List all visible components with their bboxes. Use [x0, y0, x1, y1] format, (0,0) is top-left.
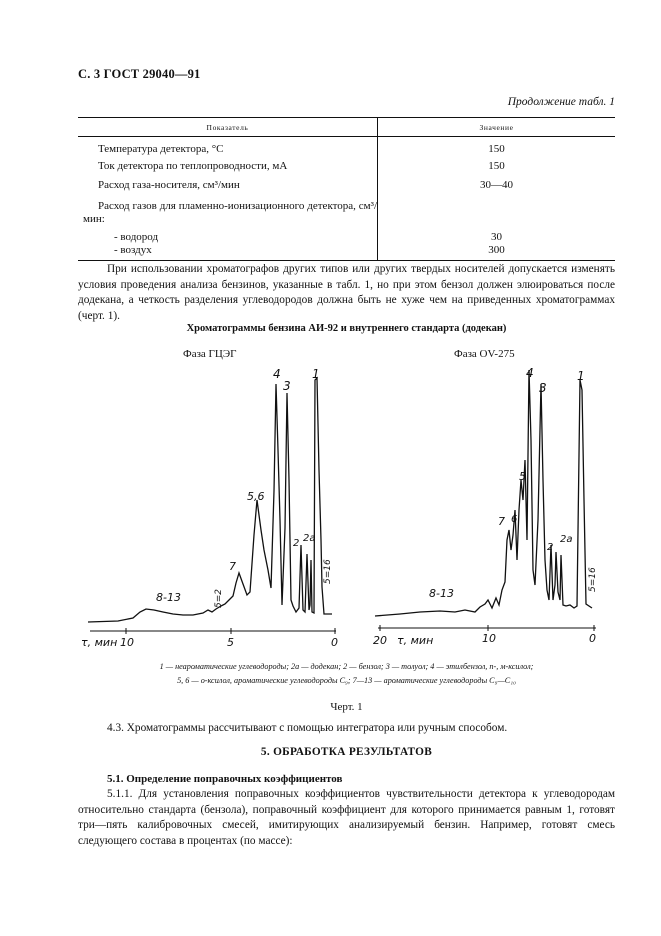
column-header-parameter: Показатель [78, 118, 378, 137]
row-label: - водород [114, 231, 159, 243]
row-label: Расход газов для пламенно-ионизационного детектора, см³/мин: [83, 200, 377, 225]
row-value: 150 [378, 137, 616, 161]
section-title: 5. ОБРАБОТКА РЕЗУЛЬТАТОВ [260, 746, 433, 758]
axis-tick-label: 0 [589, 632, 596, 645]
axis-label-time: τ, мин [81, 636, 118, 649]
peak-label-1: 1 [577, 369, 585, 383]
table-row [78, 160, 615, 179]
figure-caption: Черт. 1 [330, 701, 363, 713]
peak-label-2: 2 [293, 538, 300, 549]
subsection-title: 5.1. Определение поправочных коэффициентов [107, 773, 343, 785]
legend-line-2: 5, 6 — о-ксилол, ароматические углеводороды С₉; 7—13 — ароматические углеводороды С₉—С₁₀ [177, 676, 516, 685]
peak-label-1: 1 [312, 367, 320, 381]
paragraph-5-1-1: 5.1.1. Для установления поправочных коэффициентов чувствительности детектора к углеводородам относительно стандарта (бензола), поправочный коэффициент для которого принимается равным 1, готовят три—пять калибровочных смесей, имитирующих анализируемый бензин. Например, готовят смесь следующего состава в процентах (по массе): [78, 788, 615, 847]
peak-label-2a: 2a [560, 534, 573, 545]
peak-label-2a: 2a [303, 533, 316, 544]
row-label: Расход газа-носителя, см³/мин [98, 179, 240, 191]
column-header-value: Значение [378, 118, 616, 137]
axis-tick-label: 10 [482, 632, 496, 645]
row-label: Ток детектора по теплопроводности, мА [98, 160, 288, 172]
attenuation-label: 5=2 [214, 589, 224, 608]
left-phase-label: Фаза ГЦЭГ [183, 348, 237, 360]
peak-label-8-13: 8-13 [429, 587, 454, 600]
peak-label-8-13: 8-13 [156, 591, 181, 604]
table-row [78, 231, 615, 244]
row-label: Температура детектора, °С [98, 143, 224, 155]
chromatogram-title: Хроматограммы бензина АИ-92 и внутреннего стандарта (додекан) [186, 323, 507, 334]
right-phase-label: Фаза OV-275 [454, 348, 515, 360]
table-row [78, 137, 615, 161]
peak-label-5-6: 5,6 [247, 490, 265, 503]
peak-label-3: 3 [283, 379, 291, 393]
legend-line-1: 1 — неароматические углеводороды; 2а — додекан; 2 — бензол; 3 — толуол; 4 — этилбензол, п-, м-ксилол; [159, 662, 534, 671]
axis-label-time: τ, мин [397, 634, 434, 647]
axis-tick-label: 10 [120, 636, 134, 649]
peak-label-7: 7 [229, 560, 236, 573]
table-continuation-note: Продолжение табл. 1 [507, 96, 615, 108]
peak-label-5: 5 [519, 470, 526, 483]
table-row [78, 179, 615, 200]
axis-tick-label: 5 [227, 636, 234, 649]
attenuation-label: 5=16 [588, 567, 598, 592]
table-row [78, 244, 615, 261]
right-trace [375, 370, 592, 616]
left-trace [88, 378, 332, 622]
paragraph-conditions: При использовании хроматографов других типов или других твердых носителей допускается изменять условия проведения анализа бензинов, указанные в табл. 1, но при этом бензол должен элюироваться после додекана, а четкость разделения углеводородов должна быть не хуже чем на приведенных хроматограммах (черт. 1). [78, 263, 615, 322]
peak-label-7: 7 [498, 515, 505, 528]
paragraph-4-3: 4.3. Хроматограммы рассчитывают с помощью интегратора или ручным способом. [107, 722, 508, 734]
peak-label-2: 2 [547, 542, 554, 553]
attenuation-label: 5=16 [323, 559, 333, 584]
peak-label-3: 3 [539, 381, 547, 395]
page-header: С. 3 ГОСТ 29040—91 [78, 67, 201, 81]
table-header-row [78, 118, 615, 137]
peak-label-4: 4 [526, 366, 534, 380]
row-value: 150 [378, 160, 616, 179]
row-value [378, 200, 616, 231]
peak-label-4: 4 [273, 367, 281, 381]
left-chromatogram [78, 360, 350, 652]
axis-tick-label: 20 [373, 634, 387, 647]
row-value: 30—40 [378, 179, 616, 200]
axis-tick-label: 0 [331, 636, 338, 649]
peak-label-6: 6 [511, 514, 518, 525]
row-value: 30 [378, 231, 616, 244]
row-value: 300 [378, 244, 616, 261]
table-row [78, 200, 615, 231]
row-label: - воздух [78, 244, 378, 261]
right-chromatogram [370, 360, 615, 652]
conditions-table [78, 117, 615, 261]
